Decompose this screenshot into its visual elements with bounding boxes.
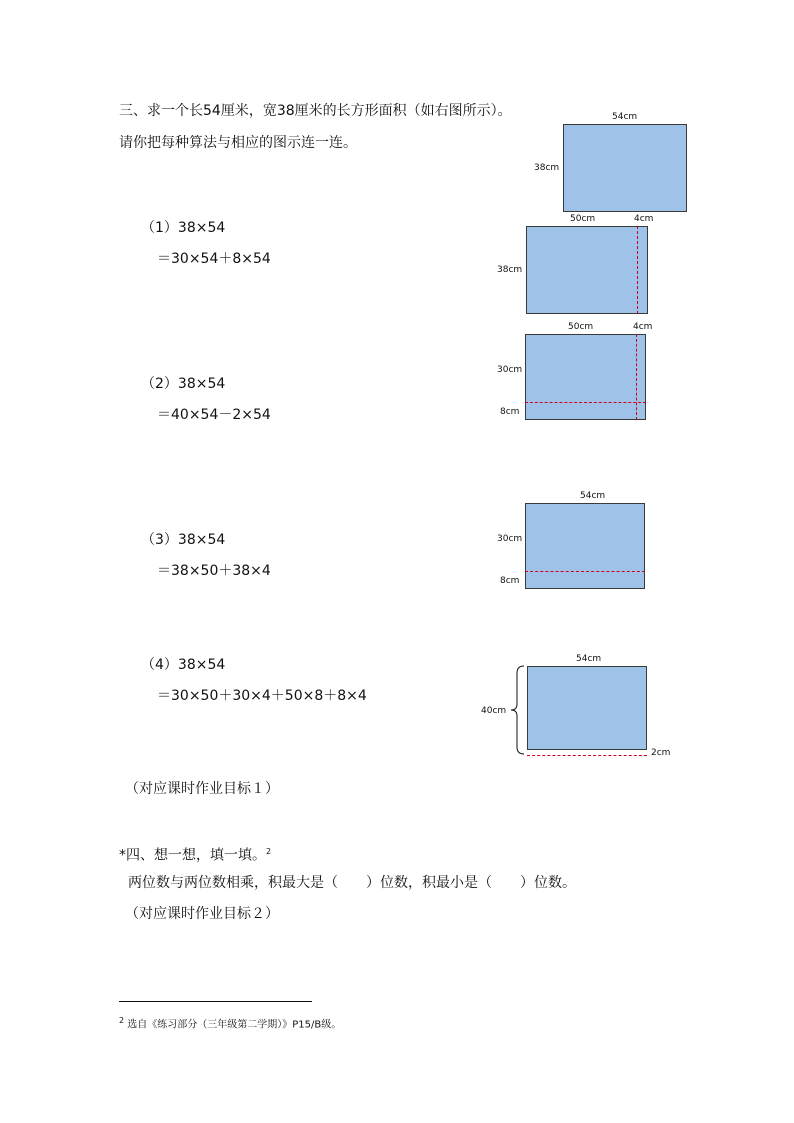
section3-instruction: 请你把每种算法与相应的图示连一连。 — [119, 135, 357, 151]
section4-footnote-ref: 2 — [266, 847, 272, 856]
item4-expression: ＝30×50＋30×4＋50×8＋8×4 — [157, 688, 367, 704]
fig3-top-label: 54cm — [580, 491, 606, 501]
fig4-top-label: 54cm — [576, 654, 602, 664]
section4-target: （对应课时作业目标２） — [125, 906, 279, 922]
footnote-rule — [119, 1001, 312, 1002]
fig2-top-left-label: 50cm — [568, 322, 594, 332]
fig3-left-bottom-label: 8cm — [500, 576, 520, 586]
fig4-bottom-right-label: 2cm — [651, 748, 671, 758]
fig1-top-right-label: 4cm — [634, 214, 654, 224]
footnote-mark: 2 — [119, 1016, 125, 1025]
fig1-rectangle — [526, 226, 648, 314]
section4-title-text: *四、想一想，填一填。 — [119, 847, 266, 864]
item3-label: （3）38×54 — [141, 532, 226, 548]
fig3-left-top-label: 30cm — [497, 534, 523, 544]
fig2-top-right-label: 4cm — [633, 322, 653, 332]
item1-label: （1）38×54 — [141, 220, 226, 236]
footnote-text: 选自《练习部分（三年级第二学期）》P15/B级。 — [127, 1019, 342, 1031]
fig2-left-top-label: 30cm — [497, 365, 523, 375]
section3-title: 三、求一个长54厘米，宽38厘米的长方形面积（如右图所示）。 — [119, 103, 512, 119]
fig4-left-brace-icon — [506, 664, 528, 756]
fig4-bottom-strip-line — [527, 755, 647, 756]
fig4-rectangle — [527, 666, 647, 750]
footnote — [119, 1015, 341, 1031]
fig1-vertical-split — [637, 226, 638, 314]
item3-expression: ＝38×50＋38×4 — [157, 563, 271, 579]
fig2-left-bottom-label: 8cm — [500, 407, 520, 417]
item4-label: （4）38×54 — [141, 657, 226, 673]
diagram0-top-label: 54cm — [612, 112, 638, 122]
section4-question: 两位数与两位数相乘，积最大是（ ）位数，积最小是（ ）位数。 — [128, 875, 576, 891]
fig2-horizontal-split — [525, 402, 646, 403]
fig2-rectangle — [525, 334, 646, 420]
item2-label: （2）38×54 — [141, 376, 226, 392]
section4-title — [119, 843, 271, 865]
fig1-left-label: 38cm — [497, 265, 523, 275]
diagram0-rectangle — [563, 124, 687, 212]
fig2-vertical-split — [636, 334, 637, 420]
item2-expression: ＝40×54－2×54 — [157, 407, 271, 423]
fig1-top-left-label: 50cm — [570, 214, 596, 224]
section3-target: （对应课时作业目标１） — [125, 781, 279, 797]
fig4-left-label: 40cm — [481, 706, 507, 716]
fig3-rectangle — [525, 503, 645, 589]
item1-expression: ＝30×54＋8×54 — [157, 251, 271, 267]
diagram0-left-label: 38cm — [534, 163, 560, 173]
fig3-horizontal-split — [525, 571, 645, 572]
